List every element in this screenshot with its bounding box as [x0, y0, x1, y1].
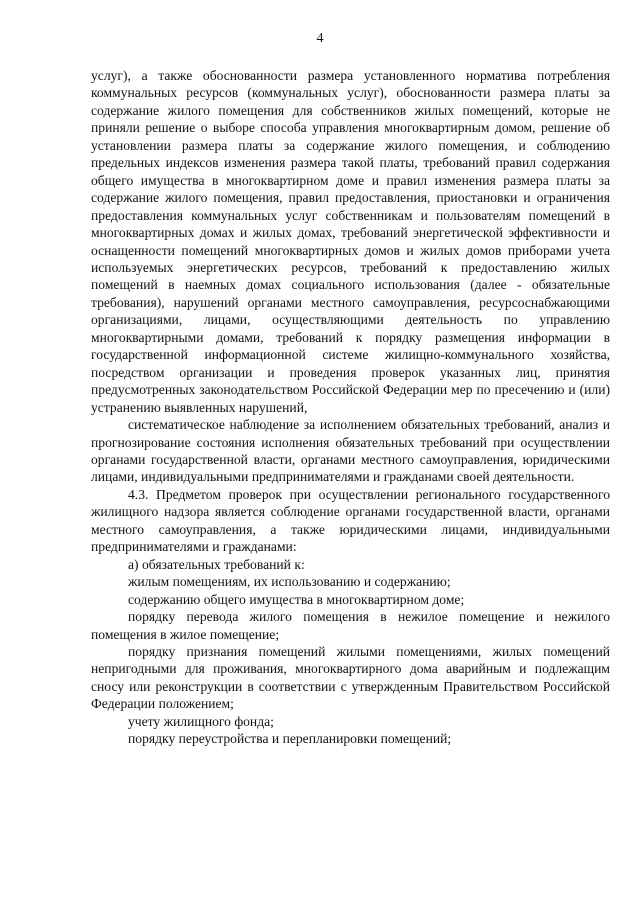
paragraph-obligatory-requirements: услуг), а также обоснованности размера установленного норматива потребления коммунальных ресурсов (коммунальных услуг), обоснованности размера платы за содержание жилого помещения для собственников жилых помещений, которые не приняли решение о выборе способа управления многоквартирным домом, решение об установлении размера платы за содержание жилого помещения, и соблюдению предельных индексов изменения размера такой платы, требований правил содержания общего имущества в многоквартирном доме и правил изменения размера платы за содержание жилого помещения, правил предоставления, приостановки и ограничения предоставления коммунальных услуг собственникам и пользователям помещений в многоквартирных домах и жилых домах, требований энергетической эффективности и оснащенности помещений многоквартирных домов и жилых домов приборами учета используемых энергетических ресурсов, требований к предоставлению жилых помещений в наемных домах социального использования (далее - обязательные требования), нарушений органами местного самоуправления, ресурсоснабжающими организациями, лицами, осуществляющими деятельность по управлению многоквартирными домами, требований к порядку размещения информации в государственной информационной системе жилищно-коммунального хозяйства, посредством организации и проведения проверок указанных лиц, принятия предусмотренных законодательством Российской Федерации мер по пресечению и (или) устранению выявленных нарушений,: [91, 68, 610, 415]
list-item-a: а) обязательных требований к:: [128, 556, 305, 572]
document-body: [91, 67, 610, 748]
list-item-common-property: содержанию общего имущества в многоквартирном доме;: [128, 591, 465, 607]
paragraph-inspection-subject: 4.3. Предметом проверок при осуществлении регионального государственного жилищного надзора является соблюдение органами государственной власти, органами местного самоуправления, а также юридическими лицами, индивидуальными предпринимателями и гражданами:: [91, 486, 610, 555]
paragraph-systematic-observation: систематическое наблюдение за исполнением обязательных требований, анализ и прогнозирование состояния исполнения обязательных требований при осуществлении органами государственной власти, органами местного самоуправления, юридическими лицами, индивидуальными предпринимателями и гражданами своей деятельности.: [91, 417, 610, 485]
list-item-housing-accounting: учету жилищного фонда;: [128, 713, 274, 729]
list-item-recognition: порядку признания помещений жилыми помещениями, жилых помещений непригодными для проживания, многоквартирного дома аварийным и подлежащим сносу или реконструкции в соответствии с утвержденным Правительством Российской Федерации положением;: [91, 643, 610, 712]
list-item-reconstruction: порядку переустройства и перепланировки помещений;: [128, 731, 452, 747]
list-item-residential-premises: жилым помещениям, их использованию и содержанию;: [128, 574, 451, 590]
page-number: 4: [316, 31, 324, 46]
list-item-conversion: порядку перевода жилого помещения в нежилое помещение и нежилого помещения в жилое помещение;: [91, 609, 610, 642]
